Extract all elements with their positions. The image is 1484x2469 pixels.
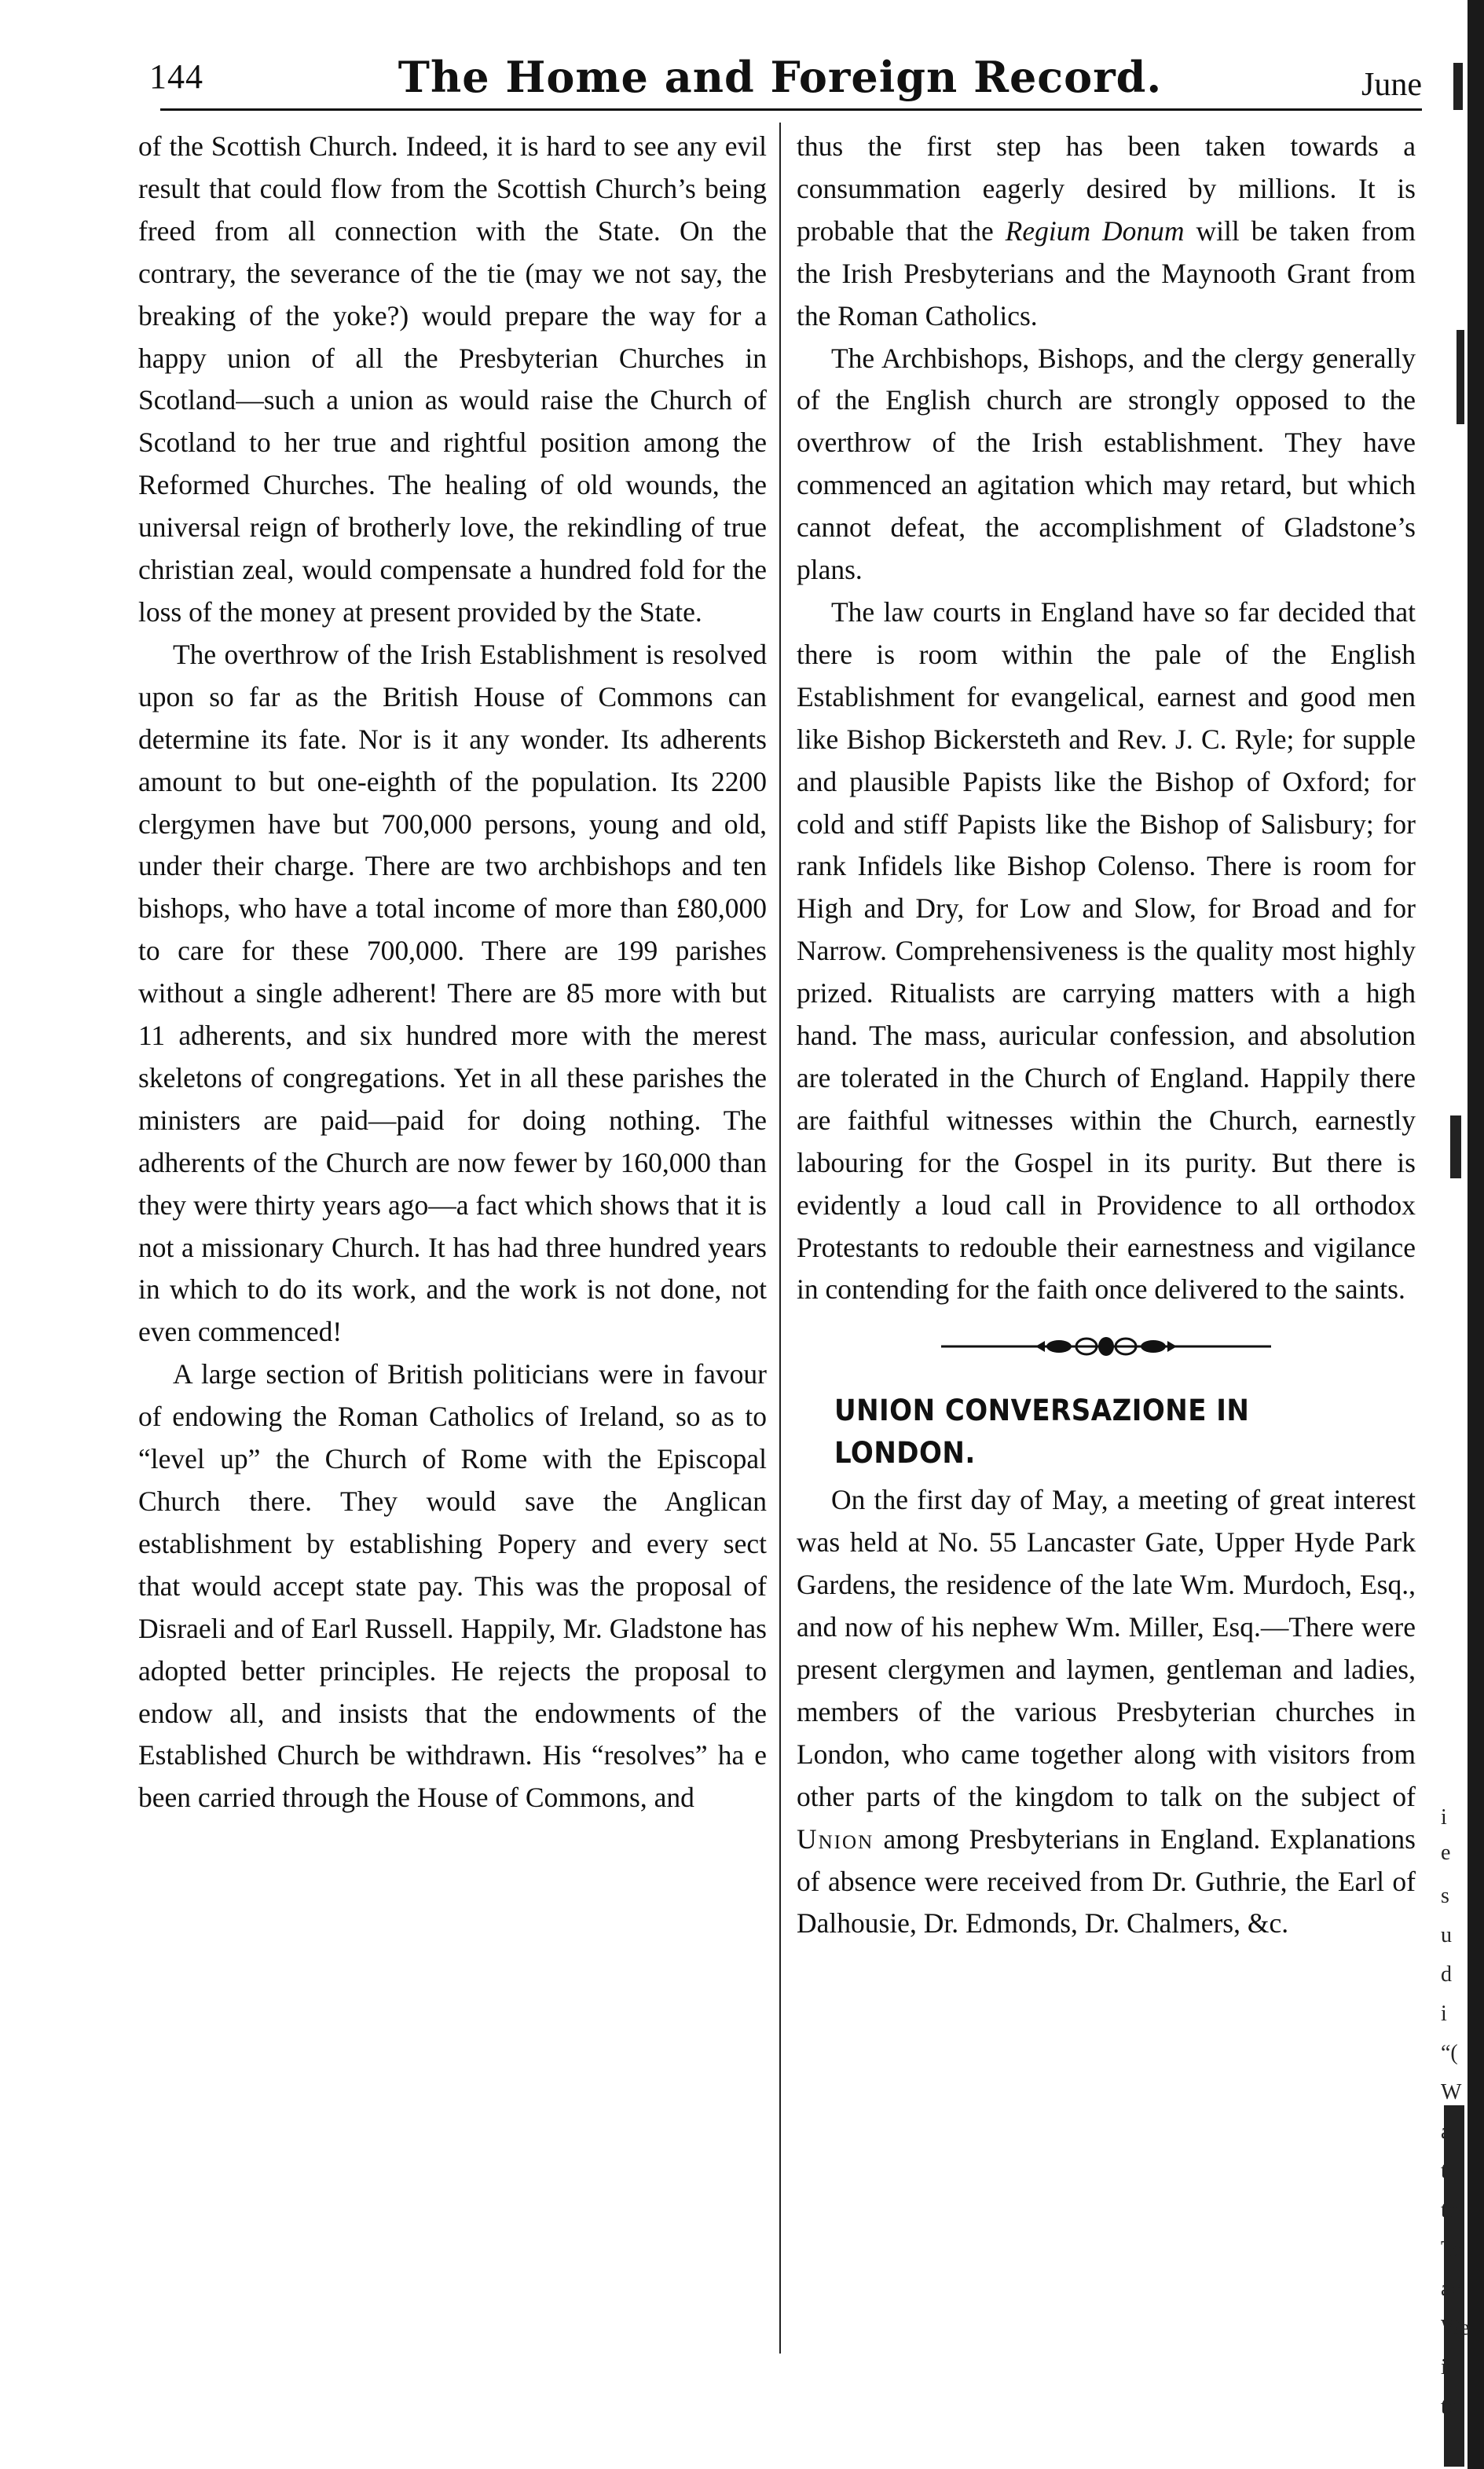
running-header	[138, 46, 1422, 108]
smallcaps-union: Union	[797, 1822, 874, 1855]
text-run: On the first day of May, a meeting of great interest was held at No. 55 Lancaster Gate, Upper Hyde Park Gardens, the residence of the late Wm. Murdoch, Esq., and now of his nephew Wm. Miller, Esq.—There were present clergymen and laymen, gentleman and ladies, members of the various Presbyterian churches in London, who came together along with visitors from other parts of the kingdom to talk on the subject of	[797, 1484, 1416, 1812]
margin-fragment: e	[1441, 1841, 1451, 1865]
margin-fragment: d	[1441, 1962, 1452, 1987]
header-rule	[160, 108, 1422, 111]
margin-fragment: ac	[1441, 2277, 1460, 2301]
paragraph-law-courts: The law courts in England have so far decided that there is room within the pale of the English Establishment for evangelical, earnest and good men like Bishop Bickersteth and Rev. J. C. Ryle; for supple and plausible Papists like the Bishop of Oxford; for cold and stiff Papists like the Bishop of Salisbury; for rank Infidels like Bishop Colenso. There is room for High and Dry, for Low and Slow, for Broad and for Narrow. Comprehensiveness is the quality most highly prized. Ritualists are carrying matters with a high hand. The mass, auricular confession, and absolution are tolerated in the Church of England. Happily there are faithful witnesses within the Church, earnestly labouring for the Gospel in its purity. But there is evidently a loud call in Providence to all orthodox Protestants to redouble their earnestness and vigilance in contending for the faith once delivered to the saints.	[797, 595, 1416, 1306]
margin-fragment: “(	[1441, 2041, 1458, 2065]
margin-fragment: tt	[1441, 2159, 1453, 2183]
margin-fragment: a	[1441, 2119, 1451, 2144]
paragraph-scottish-church: of the Scottish Church. Indeed, it is hard to see any evil result that could flow from the Scottish Church’s being freed from all connection with the State. On the contrary, the severance of the tie (may we not say, the breaking of the yoke?) would prepare the way for a happy union of all the Presbyterian Churches in Scotland—such a union as would raise the Church of Scotland to her true and rightful position among the Reformed Churches. The healing of old wounds, the universal reign of brotherly love, the rekindling of true christian zeal, would compensate a hundred fold for the loss of the money at present provided by the State.	[138, 130, 767, 628]
paragraph-irish-establishment: The overthrow of the Irish Establishment is resolved upon so far as the British House of Commons can determine its fate. Nor is it any wonder. Its adherents amount to but one-eighth of the population. Its 2200 clergymen have but 700,000 persons, young and old, under their charge. There are two archbishops and ten bishops, who have a total income of more than £80,000 to care for these 700,000. There are 199 parishes without a single adherent! There are 85 more with but 11 adherents, and six hundred more with the merest skeletons of congregations. Yet in all these parishes the ministers are paid—paid for doing nothing. The adherents of the Church are now fewer by 160,000 than they were thirty years ago—a fact which shows that it is not a missionary Church. It has had three hundred years in which to do its work, and the work is not done, not even commenced!	[138, 638, 767, 1348]
page-number: 144	[149, 57, 203, 96]
margin-fragment: i	[1441, 1805, 1447, 1830]
paragraph-british-politicians: A large section of British politicians were in favour of endowing the Roman Catholics of Ireland, so as to “level up” the Church of Rome with the Episcopal Church there. They would save the Anglican establishment by establishing Popery and every sect that would accept state pay. This was the proposal of Disraeli and of Earl Russell. Happily, Mr. Gladstone has adopted better principles. He rejects the proposal to endow all, and insists that the endowments of the Established Church be withdrawn. His “resolves” ha e been carried through the House of Commons, and	[138, 1358, 767, 1814]
issue-month: June	[1361, 67, 1422, 103]
paragraph-union-meeting	[797, 1479, 1416, 1945]
margin-fragment: te	[1441, 2394, 1457, 2419]
margin-fragment: i	[1441, 2002, 1447, 2026]
margin-fragment: We	[1441, 2316, 1470, 2340]
binding-shadow	[1468, 0, 1484, 2469]
column-divider	[779, 123, 781, 2354]
text-run: will be taken from the Irish Presbyterians and the Maynooth Grant from the Roman Catholics.	[797, 214, 1416, 332]
section-divider-ornament	[941, 1333, 1271, 1360]
italic-regium-donum: Regium Donum	[1005, 214, 1185, 247]
margin-fragment: tn	[1441, 2198, 1458, 2222]
text-run: among Presbyterians in England. Explanations of absence were received from Dr. Guthrie, the Earl of Dalhousie, Dr. Edmonds, Dr. Chalmers, &c.	[797, 1822, 1416, 1940]
ink-blot	[1457, 330, 1464, 424]
journal-title: The Home and Foreign Record.	[398, 52, 1163, 102]
section-heading-union-conversazione: UNION CONVERSAZIONE IN LONDON.	[834, 1394, 1250, 1471]
margin-fragment: u	[1441, 1923, 1452, 1947]
text-run: thus the first step has been taken towards a consummation eagerly desired by millions. It is probable that the	[797, 130, 1416, 247]
paragraph-first-step	[797, 126, 1416, 338]
ink-blot	[1453, 63, 1463, 110]
left-column	[138, 126, 767, 1819]
paragraph-archbishops: The Archbishops, Bishops, and the clergy generally of the English church are strongly opposed to the overthrow of the Irish establishment. They have commenced an agitation which may retard, but which cannot defeat, the accomplishment of Gladstone’s plans.	[797, 342, 1416, 586]
right-column	[797, 126, 1416, 1945]
margin-fragment: W	[1441, 2080, 1462, 2105]
margin-fragment: Te	[1441, 2237, 1463, 2262]
ink-blot	[1450, 1115, 1461, 1178]
margin-fragment: s	[1441, 1884, 1449, 1908]
page-edge-bleed	[1439, 0, 1484, 2469]
margin-fragment: it	[1441, 2355, 1453, 2379]
